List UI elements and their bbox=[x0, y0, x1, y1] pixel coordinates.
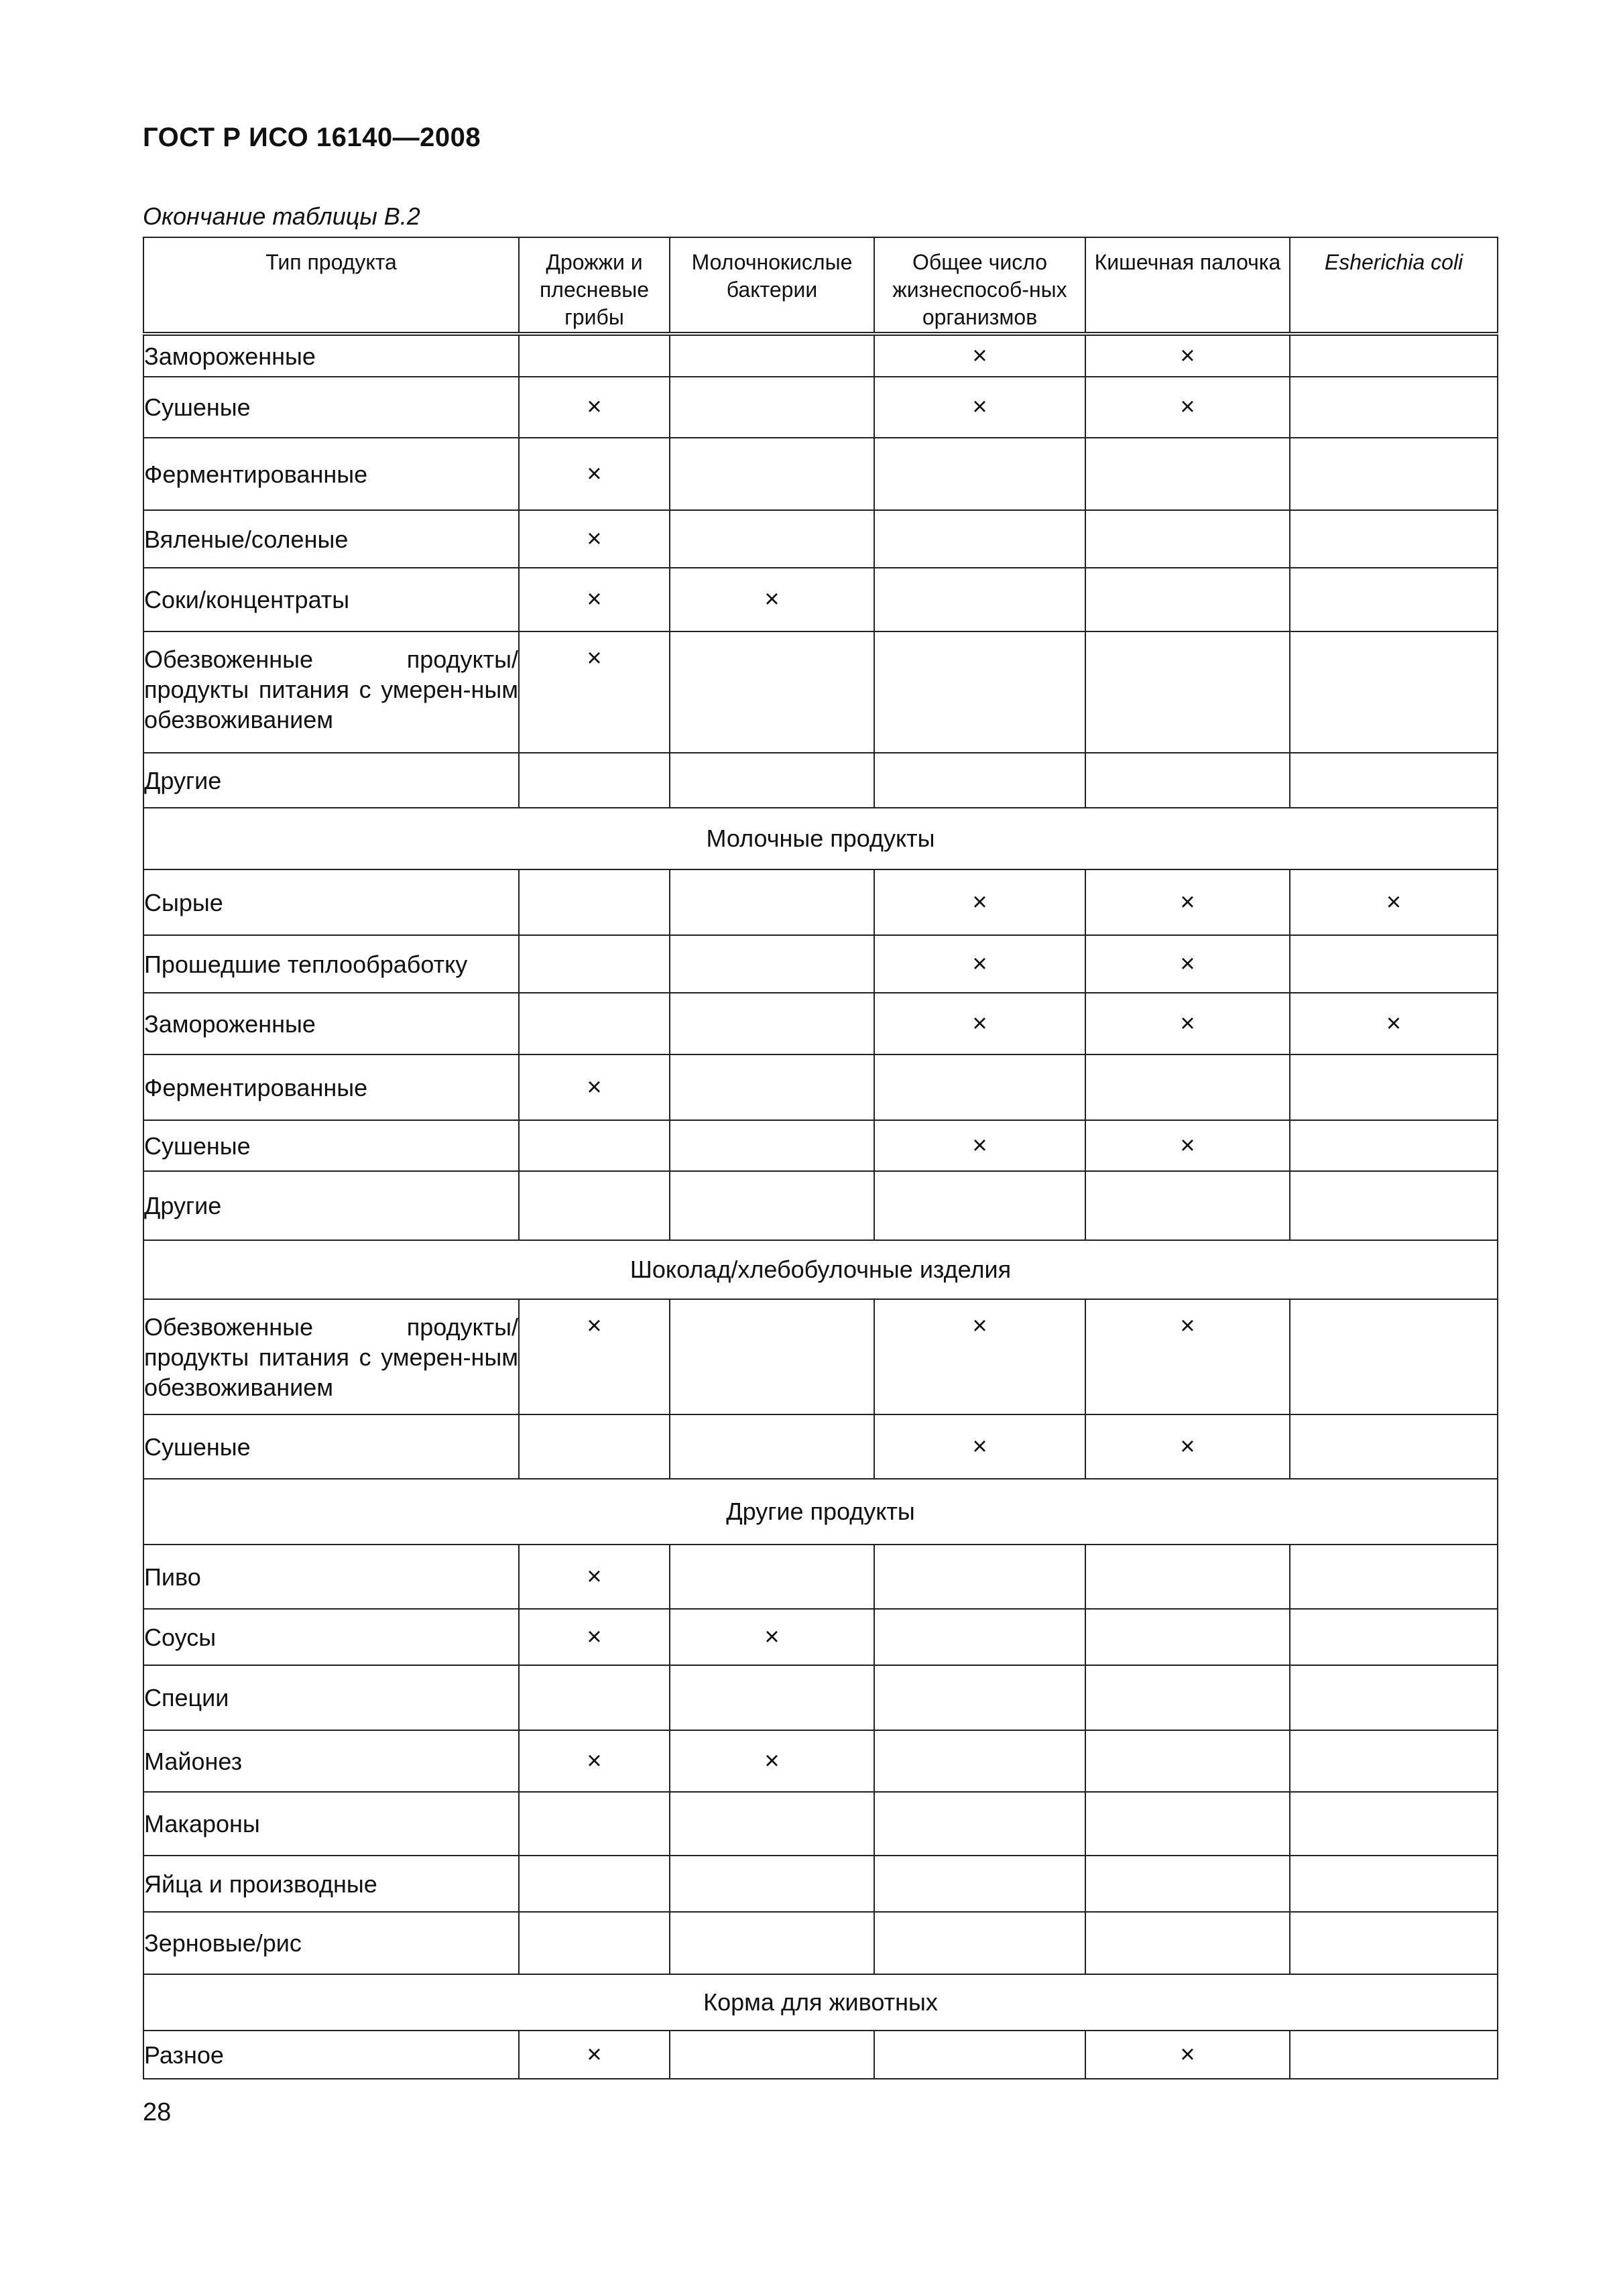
mark-cell-checked bbox=[1085, 869, 1290, 935]
cross-mark-icon: × bbox=[1386, 888, 1402, 916]
mark-cell-empty bbox=[1085, 1054, 1290, 1120]
mark-cell-empty bbox=[670, 334, 874, 377]
header-product-type: Тип продукта bbox=[143, 237, 519, 334]
cross-mark-icon: × bbox=[1180, 1312, 1195, 1340]
mark-cell-empty bbox=[1085, 1856, 1290, 1912]
mark-cell-empty bbox=[1290, 1545, 1498, 1609]
mark-cell-empty bbox=[519, 1912, 670, 1974]
mark-cell-checked bbox=[519, 1730, 670, 1792]
mark-cell-empty bbox=[519, 869, 670, 935]
mark-cell-empty bbox=[1085, 568, 1290, 631]
mark-cell-checked bbox=[670, 1730, 874, 1792]
mark-cell-empty bbox=[670, 1856, 874, 1912]
mark-cell-empty bbox=[670, 1054, 874, 1120]
cross-mark-icon: × bbox=[1180, 393, 1195, 421]
product-name-cell: Пиво bbox=[143, 1545, 519, 1609]
mark-cell-checked bbox=[874, 1414, 1085, 1479]
mark-cell-empty bbox=[1290, 1912, 1498, 1974]
table-row bbox=[143, 2031, 1498, 2079]
section-title: Корма для животных bbox=[143, 1974, 1498, 2031]
mark-cell-checked bbox=[519, 1299, 670, 1414]
section-title: Молочные продукты bbox=[143, 808, 1498, 869]
header-yeasts-molds: Дрожжи и плесневые грибы bbox=[519, 237, 670, 334]
mark-cell-checked bbox=[874, 869, 1085, 935]
table-row bbox=[143, 1856, 1498, 1912]
mark-cell-checked bbox=[519, 2031, 670, 2079]
mark-cell-empty bbox=[670, 753, 874, 808]
mark-cell-empty bbox=[1290, 438, 1498, 510]
cross-mark-icon: × bbox=[764, 585, 780, 613]
mark-cell-empty bbox=[874, 2031, 1085, 2079]
product-name-cell: Замороженные bbox=[143, 993, 519, 1054]
cross-mark-icon: × bbox=[764, 1746, 780, 1775]
mark-cell-empty bbox=[874, 753, 1085, 808]
section-title: Шоколад/хлебобулочные изделия bbox=[143, 1240, 1498, 1299]
product-name-cell: Замороженные bbox=[143, 334, 519, 377]
mark-cell-empty bbox=[1290, 1414, 1498, 1479]
cross-mark-icon: × bbox=[972, 888, 987, 916]
product-name-cell: Сушеные bbox=[143, 377, 519, 438]
table-row bbox=[143, 1609, 1498, 1665]
product-name-cell: Сушеные bbox=[143, 1120, 519, 1171]
table-row bbox=[143, 1730, 1498, 1792]
mark-cell-empty bbox=[670, 935, 874, 993]
mark-cell-empty bbox=[1290, 1054, 1498, 1120]
product-name-cell: Соусы bbox=[143, 1609, 519, 1665]
table-row bbox=[143, 1545, 1498, 1609]
mark-cell-checked bbox=[519, 1545, 670, 1609]
mark-cell-checked bbox=[519, 510, 670, 568]
mark-cell-checked bbox=[519, 1609, 670, 1665]
mark-cell-empty bbox=[874, 510, 1085, 568]
section-row bbox=[143, 1479, 1498, 1545]
mark-cell-checked bbox=[1290, 869, 1498, 935]
cross-mark-icon: × bbox=[1180, 1009, 1195, 1038]
mark-cell-empty bbox=[670, 1299, 874, 1414]
table-row bbox=[143, 1054, 1498, 1120]
mark-cell-checked bbox=[874, 1120, 1085, 1171]
mark-cell-checked bbox=[519, 568, 670, 631]
section-row bbox=[143, 1240, 1498, 1299]
mark-cell-empty bbox=[670, 993, 874, 1054]
cross-mark-icon: × bbox=[972, 393, 987, 421]
mark-cell-empty bbox=[1290, 377, 1498, 438]
product-name-cell: Вяленые/соленые bbox=[143, 510, 519, 568]
mark-cell-checked bbox=[519, 1054, 670, 1120]
cross-mark-icon: × bbox=[972, 949, 987, 978]
table-row bbox=[143, 377, 1498, 438]
table-row bbox=[143, 993, 1498, 1054]
product-name-cell: Макароны bbox=[143, 1792, 519, 1856]
mark-cell-empty bbox=[670, 631, 874, 753]
mark-cell-empty bbox=[1085, 1730, 1290, 1792]
mark-cell-empty bbox=[1290, 334, 1498, 377]
cross-mark-icon: × bbox=[1180, 341, 1195, 370]
mark-cell-checked bbox=[1085, 1299, 1290, 1414]
table-body bbox=[143, 334, 1498, 2079]
mark-cell-empty bbox=[1290, 631, 1498, 753]
product-name-cell: Яйца и производные bbox=[143, 1856, 519, 1912]
mark-cell-empty bbox=[519, 1414, 670, 1479]
mark-cell-empty bbox=[1290, 1792, 1498, 1856]
mark-cell-empty bbox=[874, 1665, 1085, 1730]
mark-cell-empty bbox=[1290, 935, 1498, 993]
mark-cell-checked bbox=[874, 935, 1085, 993]
mark-cell-empty bbox=[1085, 510, 1290, 568]
mark-cell-checked bbox=[1085, 2031, 1290, 2079]
section-title: Другие продукты bbox=[143, 1479, 1498, 1545]
table-row bbox=[143, 631, 1498, 753]
table-header-row bbox=[143, 237, 1498, 334]
mark-cell-empty bbox=[670, 1665, 874, 1730]
mark-cell-empty bbox=[670, 377, 874, 438]
mark-cell-checked bbox=[1085, 935, 1290, 993]
mark-cell-empty bbox=[1290, 1730, 1498, 1792]
mark-cell-empty bbox=[670, 1792, 874, 1856]
mark-cell-empty bbox=[874, 1545, 1085, 1609]
product-name-cell: Ферментированные bbox=[143, 438, 519, 510]
table-row bbox=[143, 568, 1498, 631]
mark-cell-empty bbox=[874, 631, 1085, 753]
page-number: 28 bbox=[143, 2098, 172, 2126]
table-row bbox=[143, 1414, 1498, 1479]
mark-cell-checked bbox=[519, 438, 670, 510]
mark-cell-empty bbox=[1085, 1665, 1290, 1730]
product-name-cell: Зерновые/рис bbox=[143, 1912, 519, 1974]
mark-cell-checked bbox=[1290, 993, 1498, 1054]
mark-cell-checked bbox=[670, 1609, 874, 1665]
mark-cell-empty bbox=[519, 753, 670, 808]
document-header: ГОСТ Р ИСО 16140—2008 bbox=[143, 123, 481, 152]
mark-cell-empty bbox=[519, 334, 670, 377]
mark-cell-empty bbox=[519, 1665, 670, 1730]
product-name-cell: Специи bbox=[143, 1665, 519, 1730]
cross-mark-icon: × bbox=[587, 1746, 602, 1775]
product-name-cell: Разное bbox=[143, 2031, 519, 2079]
mark-cell-empty bbox=[874, 1912, 1085, 1974]
cross-mark-icon: × bbox=[1180, 888, 1195, 916]
mark-cell-empty bbox=[519, 1171, 670, 1240]
mark-cell-empty bbox=[1290, 1665, 1498, 1730]
mark-cell-empty bbox=[1290, 753, 1498, 808]
section-row bbox=[143, 808, 1498, 869]
cross-mark-icon: × bbox=[972, 1009, 987, 1038]
cross-mark-icon: × bbox=[1180, 1131, 1195, 1160]
mark-cell-empty bbox=[1085, 1545, 1290, 1609]
mark-cell-empty bbox=[1085, 753, 1290, 808]
mark-cell-empty bbox=[1290, 1171, 1498, 1240]
cross-mark-icon: × bbox=[587, 393, 602, 421]
mark-cell-empty bbox=[1290, 1120, 1498, 1171]
product-name-cell: Сырые bbox=[143, 869, 519, 935]
table-row bbox=[143, 1120, 1498, 1171]
cross-mark-icon: × bbox=[764, 1622, 780, 1651]
mark-cell-empty bbox=[670, 510, 874, 568]
mark-cell-empty bbox=[519, 1120, 670, 1171]
table-row bbox=[143, 1665, 1498, 1730]
mark-cell-empty bbox=[874, 1856, 1085, 1912]
cross-mark-icon: × bbox=[587, 459, 602, 488]
mark-cell-empty bbox=[670, 1414, 874, 1479]
mark-cell-empty bbox=[519, 1856, 670, 1912]
table-row bbox=[143, 438, 1498, 510]
mark-cell-empty bbox=[874, 438, 1085, 510]
mark-cell-empty bbox=[519, 935, 670, 993]
product-name-cell: Другие bbox=[143, 753, 519, 808]
mark-cell-empty bbox=[1085, 1792, 1290, 1856]
header-e-coli: Esherichia coli bbox=[1290, 237, 1498, 334]
mark-cell-empty bbox=[874, 568, 1085, 631]
mark-cell-checked bbox=[670, 568, 874, 631]
mark-cell-checked bbox=[874, 334, 1085, 377]
mark-cell-empty bbox=[519, 1792, 670, 1856]
mark-cell-empty bbox=[1085, 1912, 1290, 1974]
mark-cell-empty bbox=[519, 993, 670, 1054]
mark-cell-empty bbox=[874, 1730, 1085, 1792]
table-row bbox=[143, 935, 1498, 993]
product-name-cell: Другие bbox=[143, 1171, 519, 1240]
mark-cell-checked bbox=[1085, 993, 1290, 1054]
product-name-cell: Сушеные bbox=[143, 1414, 519, 1479]
table-row bbox=[143, 1299, 1498, 1414]
mark-cell-checked bbox=[874, 1299, 1085, 1414]
cross-mark-icon: × bbox=[587, 2040, 602, 2069]
header-total-viable-count: Общее число жизнеспособ-ных организмов bbox=[874, 237, 1085, 334]
mark-cell-empty bbox=[670, 1912, 874, 1974]
cross-mark-icon: × bbox=[972, 1312, 987, 1340]
mark-cell-empty bbox=[670, 1545, 874, 1609]
mark-cell-empty bbox=[1085, 1171, 1290, 1240]
cross-mark-icon: × bbox=[972, 341, 987, 370]
mark-cell-checked bbox=[519, 377, 670, 438]
section-row bbox=[143, 1974, 1498, 2031]
table-caption: Окончание таблицы В.2 bbox=[143, 202, 420, 230]
header-coliforms: Кишечная палочка bbox=[1085, 237, 1290, 334]
mark-cell-empty bbox=[1290, 510, 1498, 568]
mark-cell-empty bbox=[670, 438, 874, 510]
mark-cell-empty bbox=[1290, 1299, 1498, 1414]
mark-cell-checked bbox=[1085, 1414, 1290, 1479]
cross-mark-icon: × bbox=[587, 1562, 602, 1591]
mark-cell-empty bbox=[1085, 438, 1290, 510]
product-name-cell: Обезвоженные продукты/ продукты питания с умерен-ным обезвоживанием bbox=[143, 1299, 519, 1414]
mark-cell-checked bbox=[874, 993, 1085, 1054]
cross-mark-icon: × bbox=[587, 1073, 602, 1101]
cross-mark-icon: × bbox=[1180, 2040, 1195, 2069]
mark-cell-empty bbox=[874, 1171, 1085, 1240]
cross-mark-icon: × bbox=[972, 1131, 987, 1160]
cross-mark-icon: × bbox=[587, 585, 602, 613]
mark-cell-empty bbox=[1290, 1856, 1498, 1912]
table-row bbox=[143, 869, 1498, 935]
mark-cell-checked bbox=[1085, 334, 1290, 377]
mark-cell-empty bbox=[670, 1171, 874, 1240]
table-row bbox=[143, 334, 1498, 377]
mark-cell-checked bbox=[1085, 377, 1290, 438]
mark-cell-checked bbox=[519, 631, 670, 753]
table-row bbox=[143, 753, 1498, 808]
cross-mark-icon: × bbox=[587, 524, 602, 553]
microorganism-table bbox=[143, 237, 1498, 2079]
cross-mark-icon: × bbox=[1180, 949, 1195, 978]
mark-cell-empty bbox=[1290, 1609, 1498, 1665]
product-name-cell: Майонез bbox=[143, 1730, 519, 1792]
cross-mark-icon: × bbox=[587, 644, 602, 672]
mark-cell-empty bbox=[1085, 631, 1290, 753]
cross-mark-icon: × bbox=[587, 1312, 602, 1340]
product-name-cell: Соки/концентраты bbox=[143, 568, 519, 631]
cross-mark-icon: × bbox=[1386, 1009, 1402, 1038]
cross-mark-icon: × bbox=[972, 1432, 987, 1461]
mark-cell-empty bbox=[670, 869, 874, 935]
table-row bbox=[143, 1792, 1498, 1856]
mark-cell-empty bbox=[670, 1120, 874, 1171]
product-name-cell: Обезвоженные продукты/ продукты питания с умерен-ным обезвоживанием bbox=[143, 631, 519, 753]
table-row bbox=[143, 1912, 1498, 1974]
table-row bbox=[143, 510, 1498, 568]
product-name-cell: Ферментированные bbox=[143, 1054, 519, 1120]
mark-cell-empty bbox=[1290, 2031, 1498, 2079]
cross-mark-icon: × bbox=[587, 1622, 602, 1651]
header-lactic-bacteria: Молочнокислые бактерии bbox=[670, 237, 874, 334]
table-row bbox=[143, 1171, 1498, 1240]
mark-cell-checked bbox=[874, 377, 1085, 438]
mark-cell-empty bbox=[874, 1792, 1085, 1856]
cross-mark-icon: × bbox=[1180, 1432, 1195, 1461]
mark-cell-checked bbox=[1085, 1120, 1290, 1171]
mark-cell-empty bbox=[874, 1054, 1085, 1120]
mark-cell-empty bbox=[1290, 568, 1498, 631]
mark-cell-empty bbox=[670, 2031, 874, 2079]
product-name-cell: Прошедшие теплообработку bbox=[143, 935, 519, 993]
mark-cell-empty bbox=[874, 1609, 1085, 1665]
mark-cell-empty bbox=[1085, 1609, 1290, 1665]
